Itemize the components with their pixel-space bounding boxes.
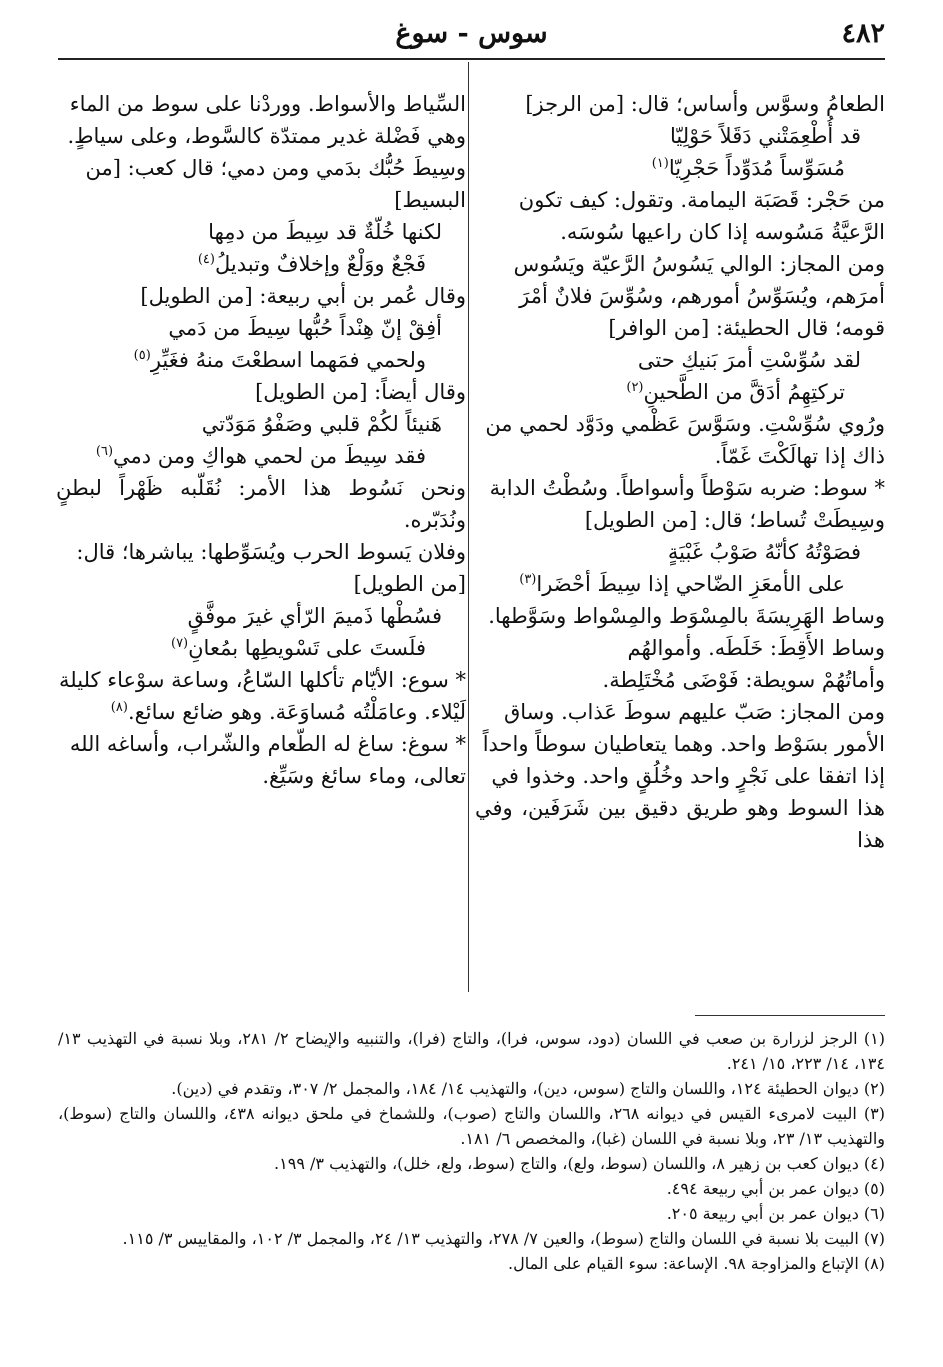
footnote-2: (٢) ديوان الحطيئة ١٢٤، واللسان والتاج (سوس، دين)، والتهذيب ١٤/ ١٨٤، والمجمل ٢/ ٣٠٧، وتقدم في (دين). xyxy=(171,1079,885,1098)
text-line: الطعامُ وسوَّس وأساس؛ قال: [من الرجز] xyxy=(525,92,885,116)
footnote-ref: (٣) xyxy=(519,572,537,587)
text-line: ورُوي سُوِّسْتِ. وسَوَّسَ عَظْمي ودَوَّد لحمي من xyxy=(485,412,885,436)
entry-sawgh: * سوغ: ساغ له الطّعام والشّراب، وأساغه الله xyxy=(69,732,466,756)
header-rule xyxy=(58,58,885,60)
left-column xyxy=(56,88,466,792)
footnote-7: (٧) البيت بلا نسبة في اللسان والتاج (سوط)، والعين ٧/ ٢٧٨، والتهذيب ١٣/ ٢٤، والمجمل ٣/ ١٠٢، والمقاييس ٣/ ١١٥. xyxy=(122,1229,885,1248)
text-line: هذا السوط وهو طريق دقيق بين شَرَفَين، وفي هذا xyxy=(475,796,885,852)
verse-line: فلَستَ على تَسْويطِها بمُعانِ$^{(٧)}$ xyxy=(170,636,426,660)
text-line: لَيْلاء. وعامَلْتُه مُساوَعَة. وهو ضائع سائع.$^{(٨)}$ xyxy=(110,700,466,724)
footnote-ref: (٨) xyxy=(110,700,128,715)
text-line: وساط الأَقِطَ: خَلَطَه. وأموالهُم xyxy=(627,636,885,660)
text-line: وقال عُمر بن أبي ربيعة: [من الطويل] xyxy=(140,284,466,308)
footnote-ref: (١) xyxy=(651,156,669,171)
entry-saw: * سوع: الأيّام تأكلها السّاعُ، وساعة سوْعاء كليلة xyxy=(59,668,466,692)
text-line: البسيط] xyxy=(394,188,466,212)
text-line: الرَّعيَّةُ مَسُوسه إذا كان راعيها سُوسَه. xyxy=(560,220,885,244)
text-line: أمرَهم، ويُسَوِّسُ أمورهم، وسُوِّسَ فلانٌ أمْرَ xyxy=(519,284,885,308)
text-line: إذا اتفقا على نَجْرٍ واحد وخُلُقٍ واحد. وخذوا في xyxy=(491,764,885,788)
verse-line: مُسَوِّساً مُدَوِّداً حَجْرِيّا$^{(١)}$ xyxy=(651,156,845,180)
text-line: من حَجْر: قَصَبَة اليمامة. وتقول: كيف تكون xyxy=(518,188,885,212)
text-line: وهي فَضْلة غدير ممتدّة كالسَّوط، وعلى سياطٍ. xyxy=(67,124,466,148)
text-line: تعالى، وماء سائغ وسَيِّغ. xyxy=(262,764,466,788)
footnote-rule xyxy=(695,1015,885,1016)
entry-sawt: * سوط: ضربه سَوْطاً وأسواطاً. وسُطْتُ الدابة xyxy=(489,476,885,500)
verse-line: ولحمي فمَهما اسطعْتَ منهُ فغَيِّرِ$^{(٥)}$ xyxy=(133,348,426,372)
footnote-5: (٥) ديوان عمر بن أبي ربيعة ٤٩٤. xyxy=(666,1179,885,1198)
text-line: ومن المجاز: صَبّ عليهم سوطَ عَذاب. وساق xyxy=(503,700,885,724)
column-divider xyxy=(468,62,469,992)
verse-line: هَنيئاً لكُمْ قلبي وصَفْوُ مَوَدّتي xyxy=(201,412,442,436)
footnote-ref: (٢) xyxy=(626,380,644,395)
text-line: ومن المجاز: الوالي يَسُوسُ الرَّعيّة ويَسُوس xyxy=(513,252,885,276)
footnote-ref: (٦) xyxy=(95,444,114,459)
verse-line: أفِقْ إنّ هِنْداً حُبُّها سِيطَ من دَمي xyxy=(168,316,442,340)
text-line: [من الطويل] xyxy=(353,572,466,596)
text-line: ذاك إذا تهالَكْتَ غَمّاً. xyxy=(714,444,885,468)
footnote-3: (٣) البيت لامرىء القيس في ديوانه ٢٦٨، واللسان والتاج (صوب)، وللشماخ في ملحق ديوانه ٤٣٨، واللسان والتاج (سوط)، والتهذيب ١٣/ ٢٣، وبلا نسبة في اللسان (غبا)، والمخصص ٦/ ١٨١. xyxy=(58,1104,886,1148)
text-line: الأمور بسَوْط واحد. وهما يتعاطيان سوطاً واحداً xyxy=(482,732,885,756)
footnote-4: (٤) ديوان كعب بن زهير ٨، واللسان (سوط، ولع)، والتاج (سوط، ولع، خلل)، والتهذيب ٣/ ١٩٩. xyxy=(274,1154,885,1173)
text-line: ونحن نَسُوط هذا الأمر: نُقَلّبه ظَهْراً لبطنٍ ونُدَبّره. xyxy=(56,476,466,532)
text-line: وسِيطَتْ تُساط؛ قال: [من الطويل] xyxy=(584,508,885,532)
text-line: وفلان يَسوط الحرب ويُسَوِّطها: يباشرها؛ قال: xyxy=(76,540,466,564)
footnote-ref: (٤) xyxy=(197,252,215,267)
footnote-ref: (٥) xyxy=(133,348,151,363)
text-line: وقال أيضاً: [من الطويل] xyxy=(255,380,466,404)
footnote-1: (١) الرجز لزرارة بن صعب في اللسان (دود، سوس، فرا)، والتاج (فرا)، والتنبيه والإيضاح ٢/ ٢٨١، وبلا نسبة في التهذيب ١٣/ ١٣٤، ١٤/ ٢٢٣، ١٥/ ٢٤١. xyxy=(58,1029,886,1073)
page-number: ٤٨٢ xyxy=(841,18,885,49)
footnote-8: (٨) الإتباع والمزاوجة ٩٨. الإساعة: سوء القيام على المال. xyxy=(507,1254,885,1273)
footnotes xyxy=(58,1026,885,1276)
text-line: السِّياط والأسواط. ووردْنا على سوط من الماء xyxy=(69,92,466,116)
right-column xyxy=(475,88,885,856)
text-line: وساط الهَرِيسَةَ بالمِسْوَط والمِسْواط وسَوَّطها. xyxy=(488,604,885,628)
running-title: سوس - سوغ xyxy=(395,18,548,49)
verse-line: تركتِهِمُ أدَقَّ من الطَّحينِ$^{(٢)}$ xyxy=(626,380,845,404)
page-header xyxy=(58,14,885,58)
verse-line: لكنها خُلّةٌ قد سِيطَ من دمِها xyxy=(208,220,442,244)
verse-line: فصَوْتُهُ كأنّهُ صَوْبُ غَبْيَةٍ xyxy=(667,540,861,564)
text-line: وأماتُهُمْ سويطة: فَوْضَى مُخْتَلِطة. xyxy=(602,668,885,692)
verse-line: فَجْعٌ ووَلْعٌ وإخلافٌ وتبديلُ$^{(٤)}$ xyxy=(197,252,426,276)
footnote-ref: (٧) xyxy=(170,636,189,651)
verse-line: فسُطْها ذَميمَ الرّأي غيرَ موفَّقٍ xyxy=(187,604,442,628)
footnote-6: (٦) ديوان عمر بن أبي ربيعة ٢٠٥. xyxy=(666,1204,885,1223)
verse-line: فقد سِيطَ من لحمي هواكِ ومن دمي$^{(٦)}$ xyxy=(95,444,426,468)
text-line: قومه؛ قال الحطيئة: [من الوافر] xyxy=(608,316,885,340)
verse-line: قد أُطْعِمَتْني دَقَلاً حَوْلِيّا xyxy=(670,124,861,148)
verse-line: لقد سُوِّسْتِ أمرَ بَنيكِ حتى xyxy=(637,348,861,372)
verse-line: على الأمعَزِ الضّاحي إذا سِيطَ أحْضَرا$^{(٣)}$ xyxy=(519,572,845,596)
text-line: وسِيطَ حُبُّك بدَمي ومن دمي؛ قال كعب: [من xyxy=(85,156,466,180)
